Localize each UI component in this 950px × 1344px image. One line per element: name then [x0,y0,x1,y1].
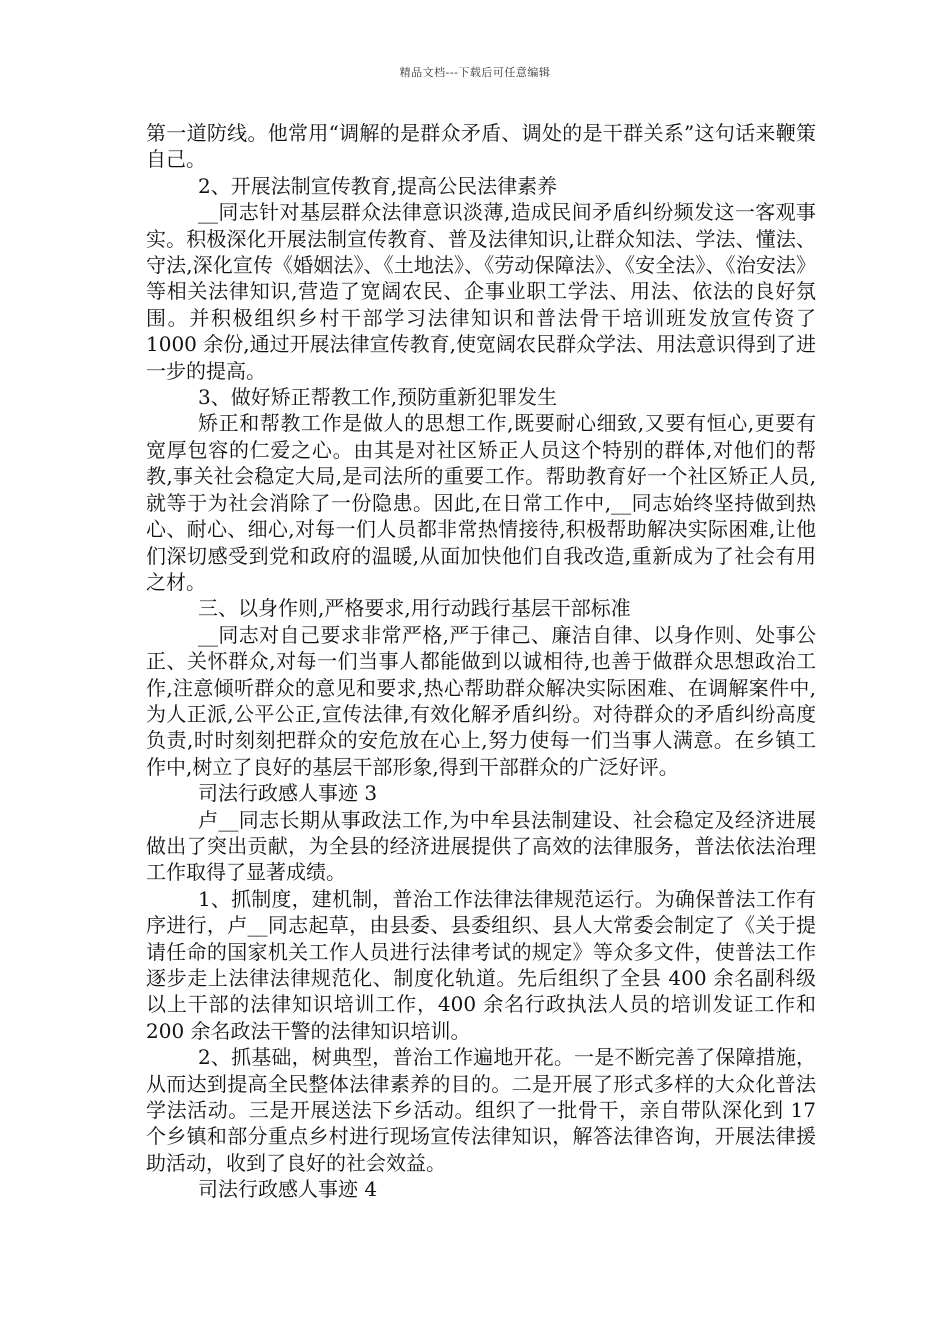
document-body [146,120,816,1203]
paragraph: 卢__同志长期从事政法工作,为中牟县法制建设、社会稳定及经济进展做出了突出贡献，为全县的经济进展提供了高效的法律服务，普法依法治理工作取得了显著成绩。 [146,807,816,885]
section-heading: 3、做好矫正帮教工作,预防重新犯罪发生 [198,385,558,410]
paragraph: 1、抓制度，建机制，普治工作法律法律规范运行。为确保普法工作有序进行，卢__同志起草，由县委、县委组织、县人大常委会制定了《关于提请任命的国家机关工作人员进行法律考试的规定》等众多文件，使普法工作逐步走上法律法律规范化、制度化轨道。先后组织了全县 400 余名副科级以上干部的法律知识培训工作，400 余名行政执法人员的培训发证工作和 200 余名政法干警的法律知识培训。 [146,886,816,1043]
section-heading: 2、开展法制宣传教育,提高公民法律素养 [198,173,558,198]
page-header: 精品文档---下载后可任意编辑 [399,66,551,79]
paragraph: 第一道防线。他常用“调解的是群众矛盾、调处的是干群关系”这句话来鞭策自己。 [146,121,816,172]
section-heading: 司法行政感人事迹 4 [198,1177,378,1202]
section-heading: 司法行政感人事迹 3 [198,781,378,806]
paragraph: __同志对自己要求非常严格,严于律己、廉洁自律、以身作则、处事公正、关怀群众,对每一们当事人都能做到以诚相待,也善于做群众思想政治工作,注意倾听群众的意见和要求,热心帮助群众解决实际困难、在调解案件中,为人正派,公平公正,宣传法律,有效化解矛盾纠纷。对待群众的矛盾纠纷高度负责,时时刻刻把群众的安危放在心上,努力使每一们当事人满意。在乡镇工作中,树立了良好的基层干部形象,得到干部群众的广泛好评。 [146,622,816,779]
paragraph: __同志针对基层群众法律意识淡薄,造成民间矛盾纠纷频发这一客观事实。积极深化开展法制宣传教育、普及法律知识,让群众知法、学法、懂法、守法,深化宣传《婚姻法》、《土地法》、《劳动保障法》、《安全法》、《治安法》等相关法律知识,营造了宽阔农民、企事业职工学法、用法、依法的良好氛围。并积极组织乡村干部学习法律知识和普法骨干培训班发放宣传资了 1000 余份,通过开展法律宣传教育,使宽阔农民群众学法、用法意识得到了进一步的提高。 [146,200,816,383]
paragraph: 矫正和帮教工作是做人的思想工作,既要耐心细致,又要有恒心,更要有宽厚包容的仁爱之心。由其是对社区矫正人员这个特别的群体,对他们的帮教,事关社会稳定大局,是司法所的重要工作。帮助教育好一个社区矫正人员,就等于为社会消除了一份隐患。因此,在日常工作中,__同志始终坚持做到热心、耐心、细心,对每一们人员都非常热情接待,积极帮助解决实际困难,让他们深切感受到党和政府的温暖,从面加快他们自我改造,重新成为了社会有用之材。 [146,411,816,594]
paragraph: 2、抓基础，树典型，普治工作遍地开花。一是不断完善了保障措施，从而达到提高全民整体法律素养的目的。二是开展了形式多样的大众化普法学法活动。三是开展送法下乡活动。组织了一批骨干，亲自带队深化到 17 个乡镇和部分重点乡村进行现场宣传法律知识，解答法律咨询，开展法律援助活动，收到了良好的社会效益。 [146,1045,816,1175]
section-heading: 三、以身作则,严格要求,用行动践行基层干部标准 [198,596,631,621]
